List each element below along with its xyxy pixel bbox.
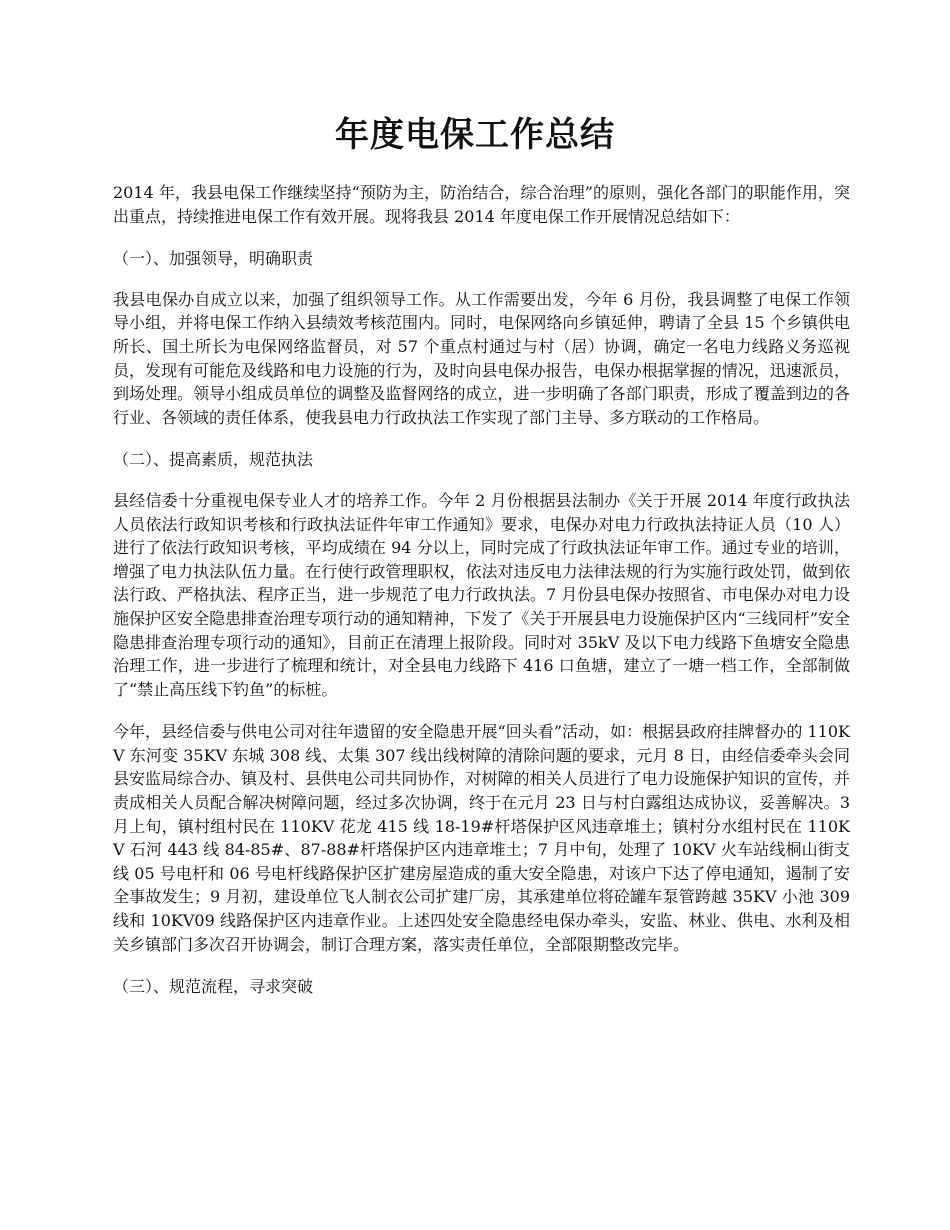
- section-heading-3: （三）、规范流程，寻求突破: [113, 977, 314, 997]
- section2-paragraph-1: 县经信委十分重视电保专业人才的培养工作。今年 2 月份根据县法制办《关于开展 2014 年度行政执法人员依法行政知识考核和行政执法证件年审工作通知》要求，电保办对电力行政执法持证人员（10 人）进行了依法行政知识考核，平均成绩在 94 分以上，同时完成了行政执法证年审工作。通过专业的培训，增强了电力执法队伍力量。在行使行政管理职权，依法对违反电力法律法规的行为实施行政处罚，做到依法行政、严格执法、程序正当，进一步规范了电力行政执法。7 月份县电保办按照省、市电保办对电力设施保护区安全隐患排查治理专项行动的通知精神，下发了《关于开展县电力设施保护区内“三线同杆”安全隐患排查治理专项行动的通知》，目前正在清理上报阶段。同时对 35kV 及以下电力线路下鱼塘安全隐患治理工作，进一步进行了梳理和统计，对全县电力线路下 416 口鱼塘，建立了一塘一档工作，全部制做了“禁止高压线下钓鱼”的标桩。: [113, 490, 850, 699]
- intro-paragraph: 2014 年，我县电保工作继续坚持“预防为主，防治结合，综合治理”的原则，强化各部门的职能作用，突出重点，持续推进电保工作有效开展。现将我县 2014 年度电保工作开展情况总结如下：: [113, 183, 850, 226]
- document-body: [113, 181, 850, 1016]
- section-heading-2: （二）、提高素质，规范执法: [113, 450, 314, 470]
- section-heading-1: （一）、加强领导，明确职责: [113, 249, 314, 269]
- section2-paragraph-2: 今年，县经信委与供电公司对往年遗留的安全隐患开展“回头看”活动，如：根据县政府挂牌督办的 110KV 东河变 35KV 东城 308 线、太集 307 线出线树障的清除问题的要求，元月 8 日，由经信委牵头会同县安监局综合办、镇及村、县供电公司共同协作，对树障的相关人员进行了电力设施保护知识的宣传，并责成相关人员配合解决树障问题，经过多次协调，终于在元月 23 日与村白露组达成协议，妥善解决。3 月上旬，镇村组村民在 110KV 花龙 415 线 18-19#杆塔保护区风违章堆土；镇村分水组村民在 110KV 石河 443 线 84-85#、87-88#杆塔保护区内违章堆土；7 月中旬，处理了 10KV 火车站线桐山街支线 05 号电杆和 06 号电杆线路保护区扩建房屋造成的重大安全隐患，对该户下达了停电通知，遏制了安全事故发生；9 月初，建设单位飞人制衣公司扩建厂房，其承建单位将砼罐车泵管跨越 35KV 小池 309 线和 10KV09 线路保护区内违章作业。上述四处安全隐患经电保办牵头，安监、林业、供电、水利及相关乡镇部门多次召开协调会，制订合理方案，落实责任单位，全部限期整改完毕。: [113, 722, 850, 954]
- document-title: 年度电保工作总结: [335, 115, 615, 155]
- section1-paragraph: 我县电保办自成立以来，加强了组织领导工作。从工作需要出发，今年 6 月份，我县调整了电保工作领导小组，并将电保工作纳入县绩效考核范围内。同时，电保网络向乡镇延伸，聘请了全县 15 个乡镇供电所长、国土所长为电保网络监督员，对 57 个重点村通过与村（居）协调，确定一名电力线路义务巡视员，发现有可能危及线路和电力设施的行为，及时向县电保办报告，电保办根据掌握的情况，迅速派员，到场处理。领导小组成员单位的调整及监督网络的成立，进一步明确了各部门职责，形成了覆盖到边的各行业、各领域的责任体系，使我县电力行政执法工作实现了部门主导、多方联动的工作格局。: [113, 289, 850, 427]
